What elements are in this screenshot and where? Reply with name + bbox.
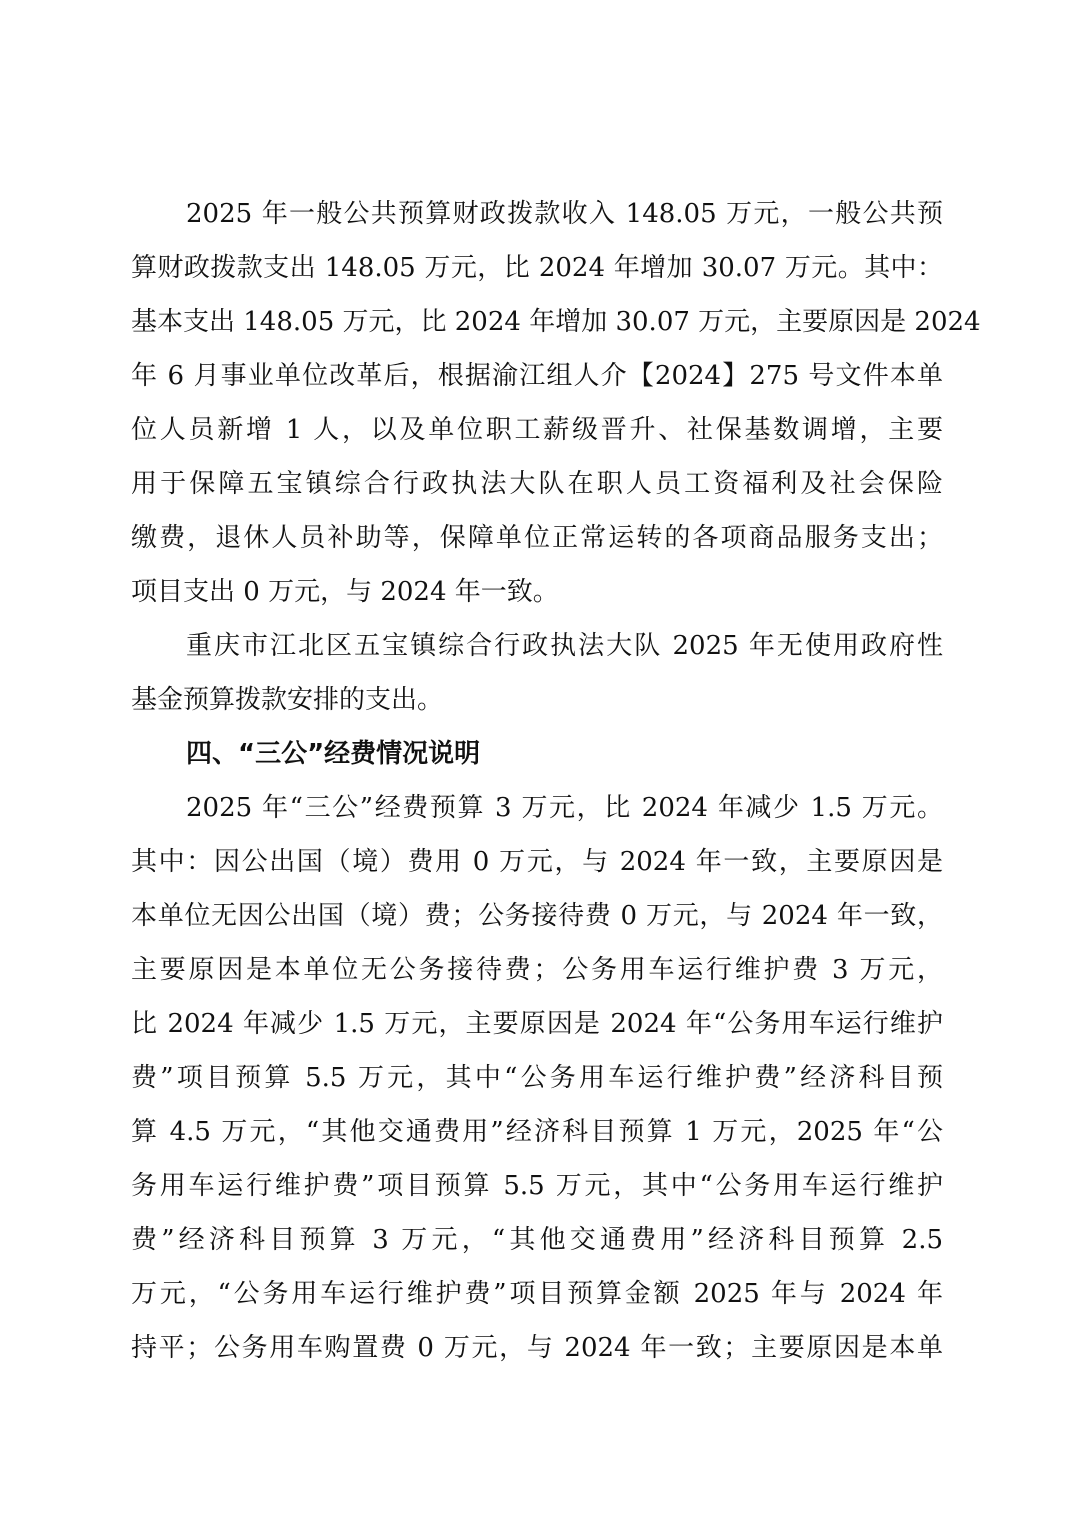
paragraph3-line-7: 算 4.5 万元，“其他交通费用”经济科目预算 1 万元，2025 年“公 [131,1117,943,1147]
paragraph1-line-7: 缴费，退休人员补助等，保障单位正常运转的各项商品服务支出； [131,523,943,553]
paragraph3-line-11: 持平；公务用车购置费 0 万元，与 2024 年一致；主要原因是本单 [131,1333,943,1363]
paragraph2-line-1: 重庆市江北区五宝镇综合行政执法大队 2025 年无使用政府性 [186,631,943,661]
paragraph3-line-10: 万元，“公务用车运行维护费”项目预算金额 2025 年与 2024 年 [131,1279,943,1309]
paragraph3-line-9: 费”经济科目预算 3 万元，“其他交通费用”经济科目预算 2.5 [131,1225,943,1255]
paragraph3-line-4: 主要原因是本单位无公务接待费；公务用车运行维护费 3 万元， [131,955,943,985]
paragraph1-line-1: 2025 年一般公共预算财政拨款收入 148.05 万元，一般公共预 [186,199,943,229]
paragraph1-line-3: 基本支出 148.05 万元，比 2024 年增加 30.07 万元，主要原因是 2024 [131,307,981,337]
paragraph1-line-6: 用于保障五宝镇综合行政执法大队在职人员工资福利及社会保险 [131,469,943,499]
paragraph1-line-5: 位人员新增 1 人，以及单位职工薪级晋升、社保基数调增，主要 [131,415,943,445]
paragraph3-line-5: 比 2024 年减少 1.5 万元，主要原因是 2024 年“公务用车运行维护 [131,1009,943,1039]
paragraph3-line-8: 务用车运行维护费”项目预算 5.5 万元，其中“公务用车运行维护 [131,1171,943,1201]
paragraph2-line-2: 基金预算拨款安排的支出。 [131,685,444,715]
paragraph1-line-4: 年 6 月事业单位改革后，根据渝江组人介【2024】275 号文件本单 [131,361,943,391]
paragraph3-line-3: 本单位无因公出国（境）费；公务接待费 0 万元，与 2024 年一致， [131,901,943,931]
paragraph1-line-8: 项目支出 0 万元，与 2024 年一致。 [131,577,559,607]
paragraph3-line-6: 费”项目预算 5.5 万元，其中“公务用车运行维护费”经济科目预 [131,1063,943,1093]
section-heading: 四、“三公”经费情况说明 [186,739,481,769]
paragraph3-line-2: 其中：因公出国（境）费用 0 万元，与 2024 年一致，主要原因是 [131,847,943,877]
paragraph3-line-1: 2025 年“三公”经费预算 3 万元，比 2024 年减少 1.5 万元。 [186,793,943,823]
paragraph1-line-2: 算财政拨款支出 148.05 万元，比 2024 年增加 30.07 万元。其中： [131,253,943,283]
